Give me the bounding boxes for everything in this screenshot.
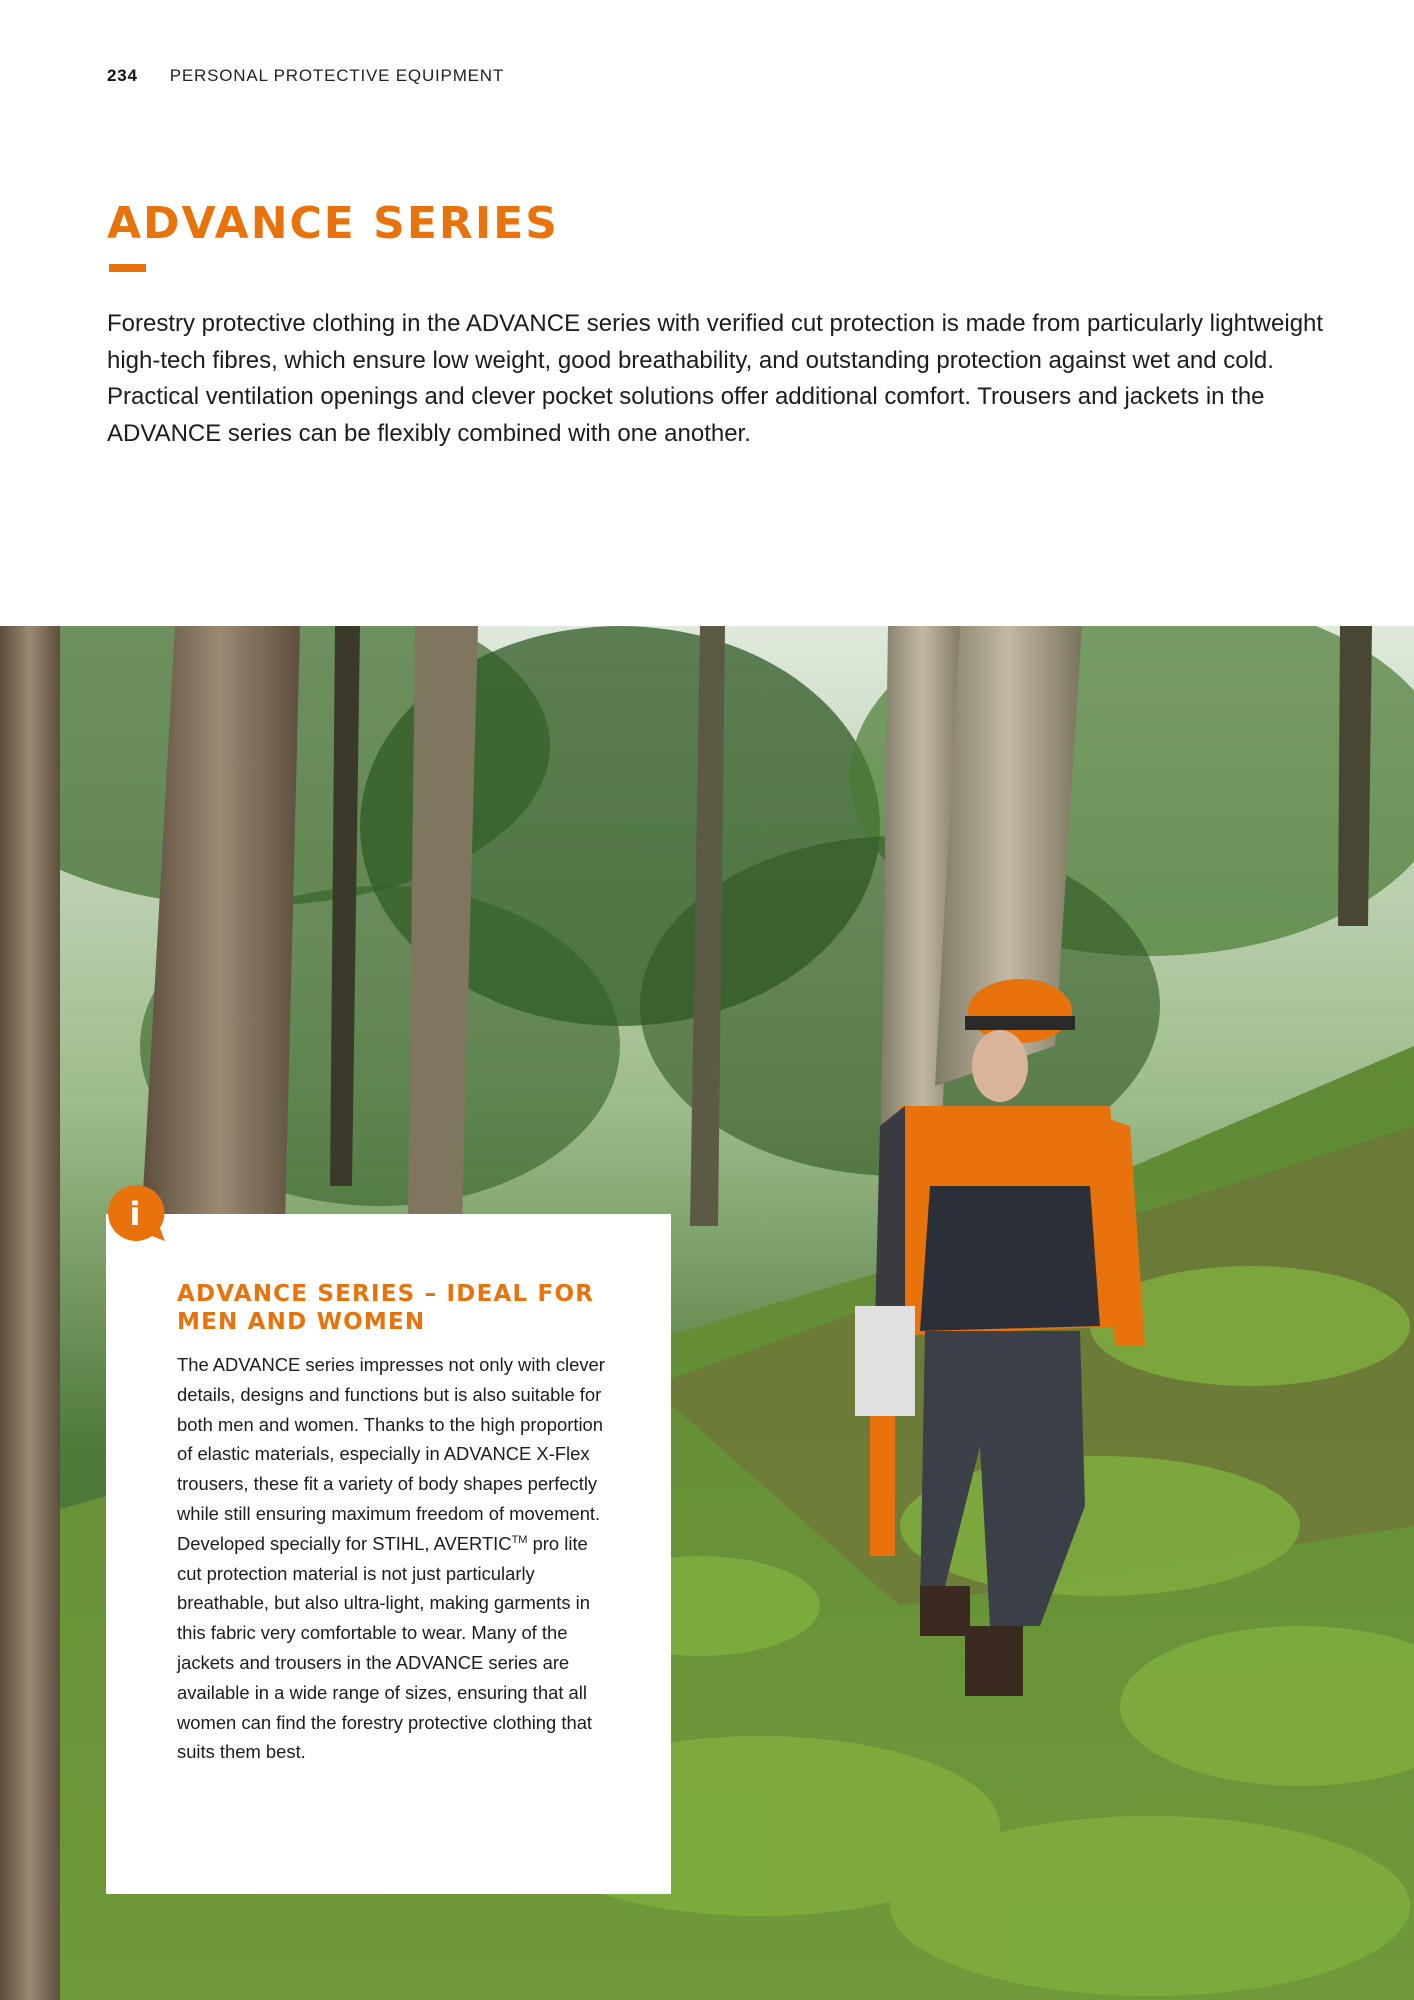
- page-title: ADVANCE SERIES: [107, 198, 559, 249]
- info-box-title: ADVANCE SERIES – IDEAL FOR MEN AND WOMEN: [177, 1281, 595, 1335]
- info-icon: [105, 1183, 165, 1243]
- page-header: [107, 66, 504, 86]
- intro-paragraph: Forestry protective clothing in the ADVANCE series with verified cut protection is made from particularly lightweight high-tech fibres, which ensure low weight, good breathability, and outstanding protection against wet and cold. Practical ventilation openings and clever pocket solutions offer additional comfort. Trousers and jackets in the ADVANCE series can be flexibly combined with one another.: [107, 310, 1324, 447]
- trademark-mark: TM: [511, 1533, 528, 1546]
- title-underline: [109, 264, 146, 272]
- info-box-body: [177, 1350, 607, 1767]
- info-box-body-part1: The ADVANCE series impresses not only with clever details, designs and functions but is also suitable for both men and women. Thanks to the high proportion of elastic materials, especially in ADVANCE X-Flex trousers, these fit a variety of body shapes perfectly while still ensuring maximum freedom of movement. Developed specially for STIHL, AVERTIC: [177, 1354, 605, 1554]
- info-icon-letter: i: [129, 1195, 141, 1233]
- info-box-body-part2: pro lite cut protection material is not just particularly breathable, but also ultra-light, making garments in this fabric very comfortable to wear. Many of the jackets and trousers in the ADVANCE series are available in a wide range of sizes, ensuring that all women can find the forestry protective clothing that suits them best.: [177, 1532, 593, 1763]
- info-box: [106, 1214, 671, 1894]
- page-number: 234: [107, 66, 138, 85]
- section-label: PERSONAL PROTECTIVE EQUIPMENT: [169, 66, 505, 85]
